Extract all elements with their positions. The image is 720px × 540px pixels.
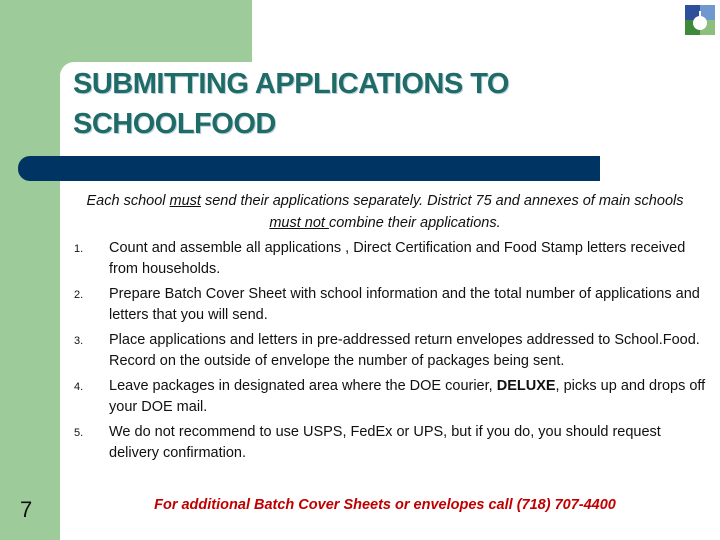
item-text: Leave packages in designated area where the DOE courier, [109,378,497,394]
item-text: We do not recommend to use USPS, FedEx or UPS, but if you do, you should request delivery confirmation. [109,424,661,461]
intro-text [80,190,690,234]
intro-part: Each school [86,193,170,209]
intro-part: combine their applications. [328,215,501,231]
item-text: Count and assemble all applications , Direct Certification and Food Stamp letters received from households. [109,240,686,277]
list-item [70,284,710,326]
intro-must: must [169,193,201,209]
slide-title: SUBMITTING APPLICATIONS TO SCHOOLFOOD [73,68,509,140]
apple-logo-icon [685,5,715,35]
title-underline-bar [18,156,600,181]
intro-must-not: must not [269,215,329,231]
list-item [70,422,710,464]
list-item [70,238,710,280]
steps-list [70,238,710,468]
item-number: 4. [74,381,84,393]
item-number: 5. [74,427,84,439]
item-text: Prepare Batch Cover Sheet with school information and the total number of applications and letters that you will send. [109,286,700,323]
item-text: , picks up and drops off your DOE mail. [109,378,706,415]
item-number: 2. [74,289,84,301]
intro-part: send their applications separately. District 75 and annexes of main schools [200,193,684,209]
green-side-strip [0,0,60,540]
page-number: 7 [20,497,33,522]
list-item [70,330,710,372]
courier-name: DELUXE [496,378,556,394]
item-text: Place applications and letters in pre-addressed return envelopes addressed to School.Food. Record on the outside of envelope the number of packages being sent. [109,332,700,369]
item-number: 3. [74,335,84,347]
contact-note: For additional Batch Cover Sheets or envelopes call (718) 707-4400 [154,497,616,513]
item-number: 1. [74,243,84,255]
list-item [70,376,710,418]
